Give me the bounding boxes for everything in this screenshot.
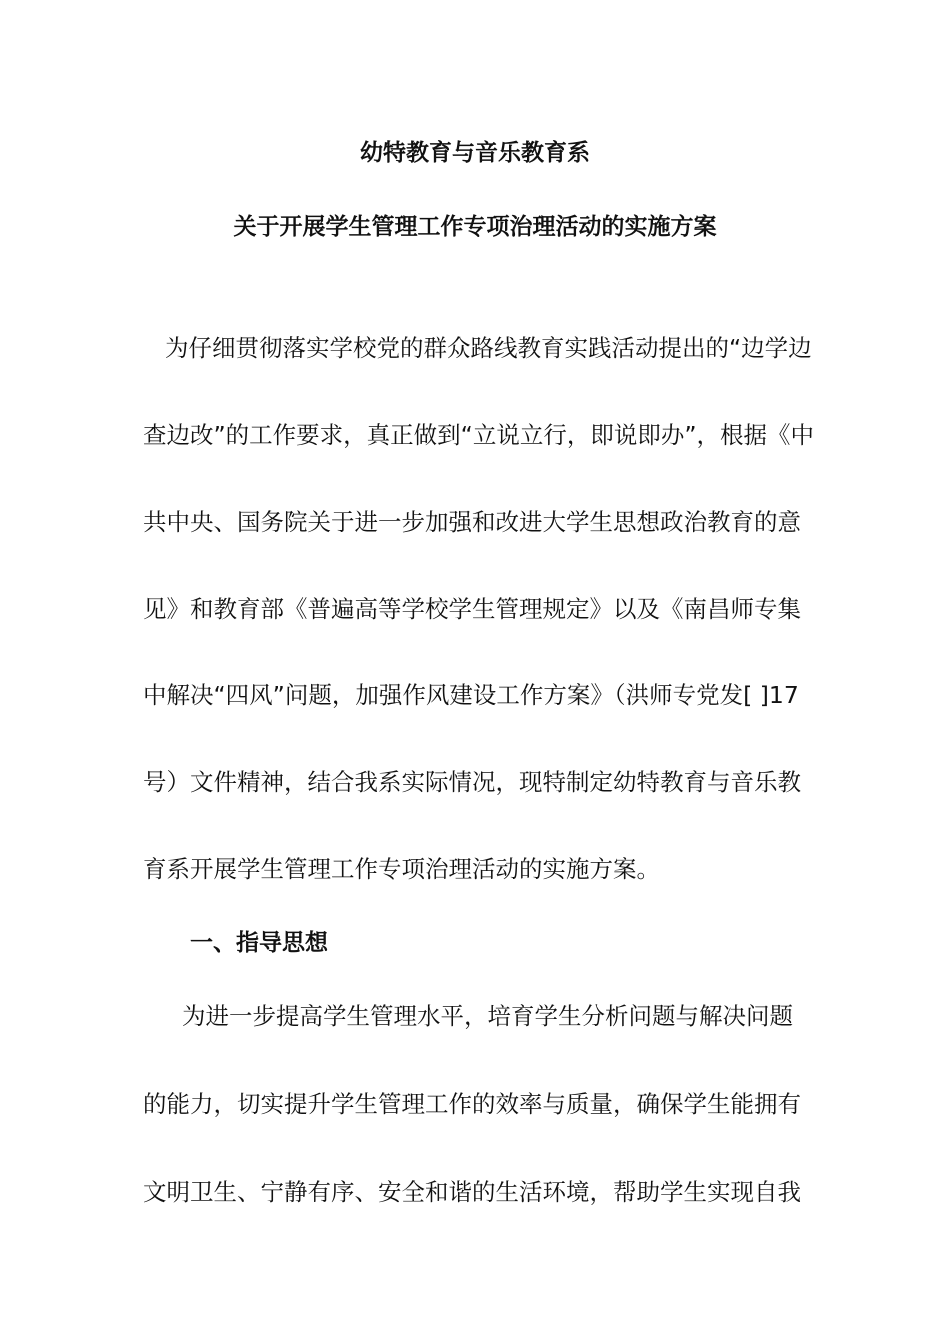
paragraph-2-line-2: 的能力，切实提升学生管理工作的效率与质量，确保学生能拥有	[143, 1090, 801, 1118]
paragraph-2-line-1: 为进一步提高学生管理水平，培育学生分析问题与解决问题	[182, 1002, 793, 1030]
paragraph-1-line-4: 见》和教育部《普遍高等学校学生管理规定》以及《南昌师专集	[143, 595, 801, 623]
document-title-main: 关于开展学生管理工作专项治理活动的实施方案	[233, 214, 717, 240]
paragraph-1-line-7: 育系开展学生管理工作专项治理活动的实施方案。	[143, 855, 660, 883]
paragraph-2-line-3: 文明卫生、宁静有序、安全和谐的生活环境，帮助学生实现自我	[143, 1178, 801, 1206]
paragraph-1-line-3: 共中央、国务院关于进一步加强和改进大学生思想政治教育的意	[143, 508, 801, 536]
paragraph-1-line-5: 中解决“四风”问题，加强作风建设工作方案》（洪师专党发[ ]17	[143, 681, 799, 709]
paragraph-1-line-1: 为仔细贯彻落实学校党的群众路线教育实践活动提出的“边学边	[165, 334, 812, 362]
document-title-department: 幼特教育与音乐教育系	[360, 140, 590, 166]
section-1-heading: 一、指导思想	[190, 930, 328, 956]
paragraph-1-line-6: 号）文件精神，结合我系实际情况，现特制定幼特教育与音乐教	[143, 768, 801, 796]
paragraph-1-line-2: 查边改”的工作要求，真正做到“立说立行，即说即办”，根据《中	[143, 421, 815, 449]
